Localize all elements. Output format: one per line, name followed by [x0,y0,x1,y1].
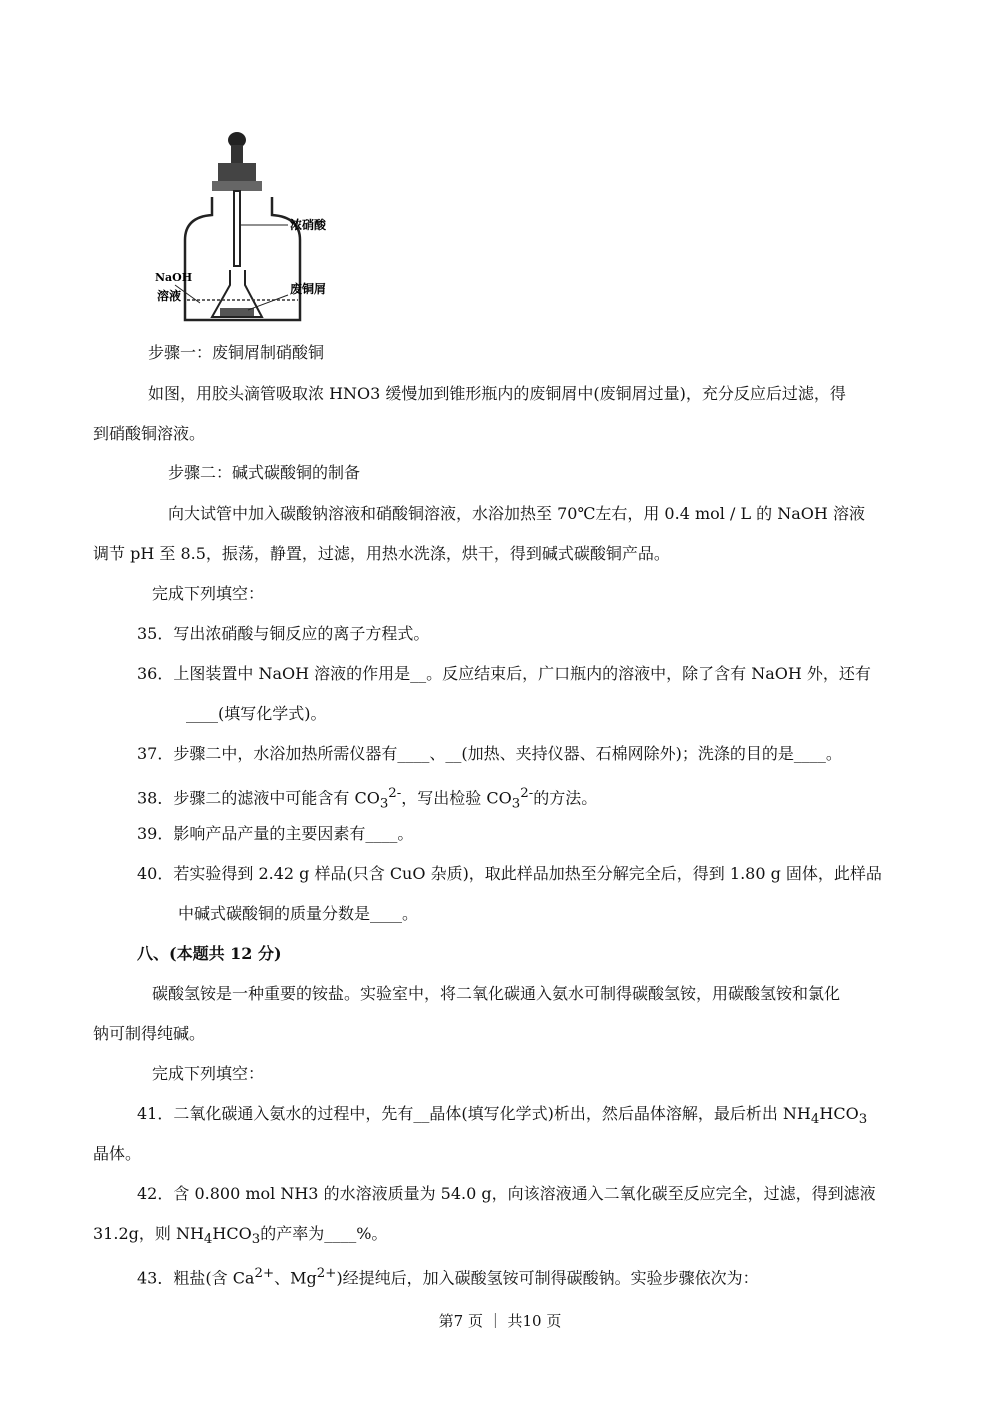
step-two-text-1: 向大试管中加入碳酸钠溶液和硝酸铜溶液，水浴加热至 70℃左右，用 0.4 mol / L 的 NaOH 溶液 [168,504,865,523]
label-acid: 浓硝酸 [290,218,327,232]
question-41: 41．二氧化碳通入氨水的过程中，先有__晶体(填写化学式)析出，然后晶体溶解，最后析出 $NH_4HCO_3$ [137,1104,868,1128]
question-38: 38．步骤二的滤液中可能含有 $CO_3^{2-}$，写出检验 $CO_3^{2-}$的方法。 [137,786,598,812]
label-scrap: 废铜屑 [290,282,327,296]
question-40-line-2: 中碱式碳酸铜的质量分数是____。 [178,904,419,923]
fill-in-instruction-2: 完成下列填空： [152,1064,265,1083]
step-two-title: 步骤二：碱式碳酸铜的制备 [168,463,361,482]
question-35: 35．写出浓硝酸与铜反应的离子方程式。 [137,624,430,643]
question-37: 37．步骤二中，水浴加热所需仪器有____、__(加热、夹持仪器、石棉网除外)；洗涤的目的是____。 [137,744,842,763]
step-one-text-2: 到硝酸铜溶液。 [93,424,206,443]
apparatus-diagram [130,125,360,335]
question-42-line-2: 31.2g，则 $NH_4HCO_3$的产率为____%。 [93,1224,388,1248]
section-8-intro-2: 钠可制得纯碱。 [93,1024,206,1043]
fill-in-instruction: 完成下列填空： [152,584,265,603]
label-solution: 溶液 [157,289,182,303]
question-40-line-1: 40．若实验得到 2.42 g 样品(只含 CuO 杂质)，取此样品加热至分解完全后，得到 1.80 g 固体，此样品 [137,864,882,883]
step-two-text-2: 调节 pH 至 8.5，振荡，静置，过滤，用热水洗涤，烘干，得到碱式碳酸铜产品。 [93,544,670,563]
question-43: 43．粗盐(含 $Ca^{2+}$、$Mg^{2+}$)经提纯后，加入碳酸氢铵可制得碳酸钠。实验步骤依次为： [137,1266,759,1288]
step-one-text-1: 如图，用胶头滴管吸取浓 HNO3 缓慢加到锥形瓶内的废铜屑中(废铜屑过量)，充分反应后过滤，得 [148,384,846,403]
section-8-intro-1: 碳酸氢铵是一种重要的铵盐。实验室中，将二氧化碳通入氨水可制得碳酸氢铵，用碳酸氢铵和氯化 [152,984,841,1003]
question-39: 39．影响产品产量的主要因素有____。 [137,824,414,843]
question-42-line-1: 42．含 0.800 mol NH3 的水溶液质量为 54.0 g，向该溶液通入二氧化碳至反应完全，过滤，得到滤液 [137,1184,876,1203]
apparatus-figure [130,125,360,335]
question-36-line-1: 36．上图装置中 NaOH 溶液的作用是__。反应结束后，广口瓶内的溶液中，除了含有 NaOH 外，还有 [137,664,871,683]
step-one-title: 步骤一：废铜屑制硝酸铜 [148,343,325,362]
label-naoh: NaOH [155,271,193,284]
section-8-heading: 八、(本题共 12 分) [137,944,282,963]
question-36-line-2: ____(填写化学式)。 [186,704,327,723]
question-41-line-2: 晶体。 [93,1144,142,1163]
page-footer: 第7 页 ｜ 共10 页 [438,1312,562,1330]
